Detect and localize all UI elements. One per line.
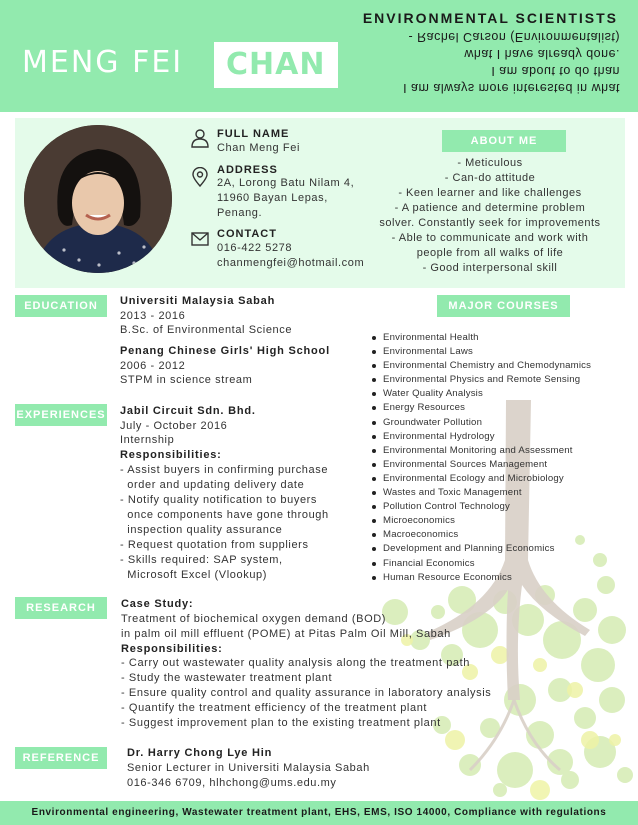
research-line: Treatment of biochemical oxygen demand (BOD) [121, 613, 387, 625]
education-heading: EDUCATION [15, 295, 107, 317]
experience-period: July - October 2016 [120, 420, 228, 432]
research-resp-line: - Suggest improvement plan to the existing treatment plant [121, 717, 441, 729]
first-name: MENG FEI [22, 45, 184, 80]
course-item: Groundwater Pollution [370, 416, 632, 430]
address-line: 2A, Lorong Batu Nilam 4, [217, 177, 355, 189]
experience-line: - Assist buyers in confirming purchase [120, 464, 329, 476]
course-item: Environmental Chemistry and Chemodynamics [370, 359, 632, 373]
research-resp-line: - Ensure quality control and quality assurance in laboratory analysis [121, 687, 492, 699]
about-line: - Able to communicate and work with [391, 232, 589, 244]
full-name-label: FULL NAME [217, 128, 290, 140]
reference-name: Dr. Harry Chong Lye Hin [127, 747, 273, 759]
reference-position: Senior Lecturer in Universiti Malaysia Sabah [127, 762, 370, 774]
course-item: Energy Resources [370, 401, 632, 415]
quote-upside-down [372, 28, 620, 96]
profile-photo [24, 125, 172, 273]
course-item: Environmental Monitoring and Assessment [370, 444, 632, 458]
education-school: Universiti Malaysia Sabah [120, 295, 276, 307]
research-resp-line: - Study the wastewater treatment plant [121, 672, 333, 684]
quote-line: I am about to do than [491, 64, 620, 78]
course-item: Environmental Sources Management [370, 458, 632, 472]
research-resp-line: - Carry out wastewater quality analysis along the treatment path [121, 657, 470, 669]
education-years: 2006 - 2012 [120, 360, 186, 372]
about-line: - A patience and determine problem [394, 202, 586, 214]
phone: 016-422 5278 [217, 242, 293, 254]
course-item: Environmental Physics and Remote Sensing [370, 373, 632, 387]
research-line: in palm oil mill effluent (POME) at Pitas Palm Oil Mill, Sabah [121, 628, 451, 640]
course-item: Human Resource Economics [370, 571, 632, 585]
experience-line: Microsoft Excel (Vlookup) [120, 569, 268, 581]
about-me-list [360, 156, 620, 276]
experience-line: order and updating delivery date [120, 479, 305, 491]
course-item: Development and Planning Economics [370, 542, 632, 556]
course-item: Environmental Hydrology [370, 430, 632, 444]
reference-heading: REFERENCE [15, 747, 107, 769]
research-title: Case Study: [121, 598, 194, 610]
address-line: Penang. [217, 207, 263, 219]
experience-line: inspection quality assurance [120, 524, 283, 536]
education-detail: B.Sc. of Environmental Science [120, 324, 293, 336]
course-item: Environmental Health [370, 331, 632, 345]
email[interactable]: chanmengfei@hotmail.com [217, 257, 365, 269]
courses-list [370, 331, 632, 585]
course-item: Water Quality Analysis [370, 387, 632, 401]
about-line: - Keen learner and like challenges [398, 187, 582, 199]
about-me-heading: ABOUT ME [442, 130, 566, 152]
experiences-heading: EXPERIENCES [15, 404, 107, 426]
last-name: CHAN [226, 47, 326, 82]
experience-line: - Notify quality notification to buyers [120, 494, 318, 506]
research-heading: RESEARCH [15, 597, 107, 619]
major-courses-heading: MAJOR COURSES [437, 295, 570, 317]
course-item: Macroeconomics [370, 528, 632, 542]
about-line: - Can-do attitude [444, 172, 536, 184]
course-item: Environmental Ecology and Microbiology [370, 472, 632, 486]
course-item: Wastes and Toxic Management [370, 486, 632, 500]
address-label: ADDRESS [217, 164, 278, 176]
course-item: Pollution Control Technology [370, 500, 632, 514]
mail-icon [190, 229, 210, 249]
research-resp-label: Responsibilities: [121, 643, 223, 655]
footer-keywords-bar [0, 801, 638, 825]
reference-contact: 016-346 6709, hlhchong@ums.edu.my [127, 777, 337, 789]
address-line: 11960 Bayan Lepas, [217, 192, 328, 204]
about-line: - Meticulous [457, 157, 523, 169]
education-years: 2013 - 2016 [120, 310, 186, 322]
headline: ENVIRONMENTAL SCIENTISTS [362, 10, 618, 26]
full-name-value: Chan Meng Fei [217, 142, 301, 154]
education-detail: STPM in science stream [120, 374, 253, 386]
research-resp-line: - Quantify the treatment efficiency of the treatment plant [121, 702, 428, 714]
person-icon [190, 128, 210, 148]
course-item: Financial Economics [370, 557, 632, 571]
quote-line: I am always more interested in what [403, 81, 620, 95]
experience-company: Jabil Circuit Sdn. Bhd. [120, 405, 256, 417]
experience-resp-label: Responsibilities: [120, 449, 222, 461]
about-line: - Good interpersonal skill [422, 262, 558, 274]
about-line: people from all walks of life [416, 247, 564, 259]
experience-line: once components have gone through [120, 509, 329, 521]
experience-role: Internship [120, 434, 175, 446]
quote-line: what I have already done. [464, 47, 620, 61]
footer-keywords: Environmental engineering, Wastewater treatment plant, EHS, EMS, ISO 14000, Compliance with regulations [31, 807, 607, 818]
education-school: Penang Chinese Girls' High School [120, 345, 330, 357]
experience-line: - Skills required: SAP system, [120, 554, 283, 566]
location-pin-icon [190, 167, 210, 187]
experience-line: - Request quotation from suppliers [120, 539, 309, 551]
quote-line: - Rachel Carson (Environmentalist) [408, 30, 620, 44]
contact-label: CONTACT [217, 228, 277, 240]
course-item: Microeconomics [370, 514, 632, 528]
about-line: solver. Constantly seek for improvements [379, 217, 601, 229]
course-item: Environmental Laws [370, 345, 632, 359]
